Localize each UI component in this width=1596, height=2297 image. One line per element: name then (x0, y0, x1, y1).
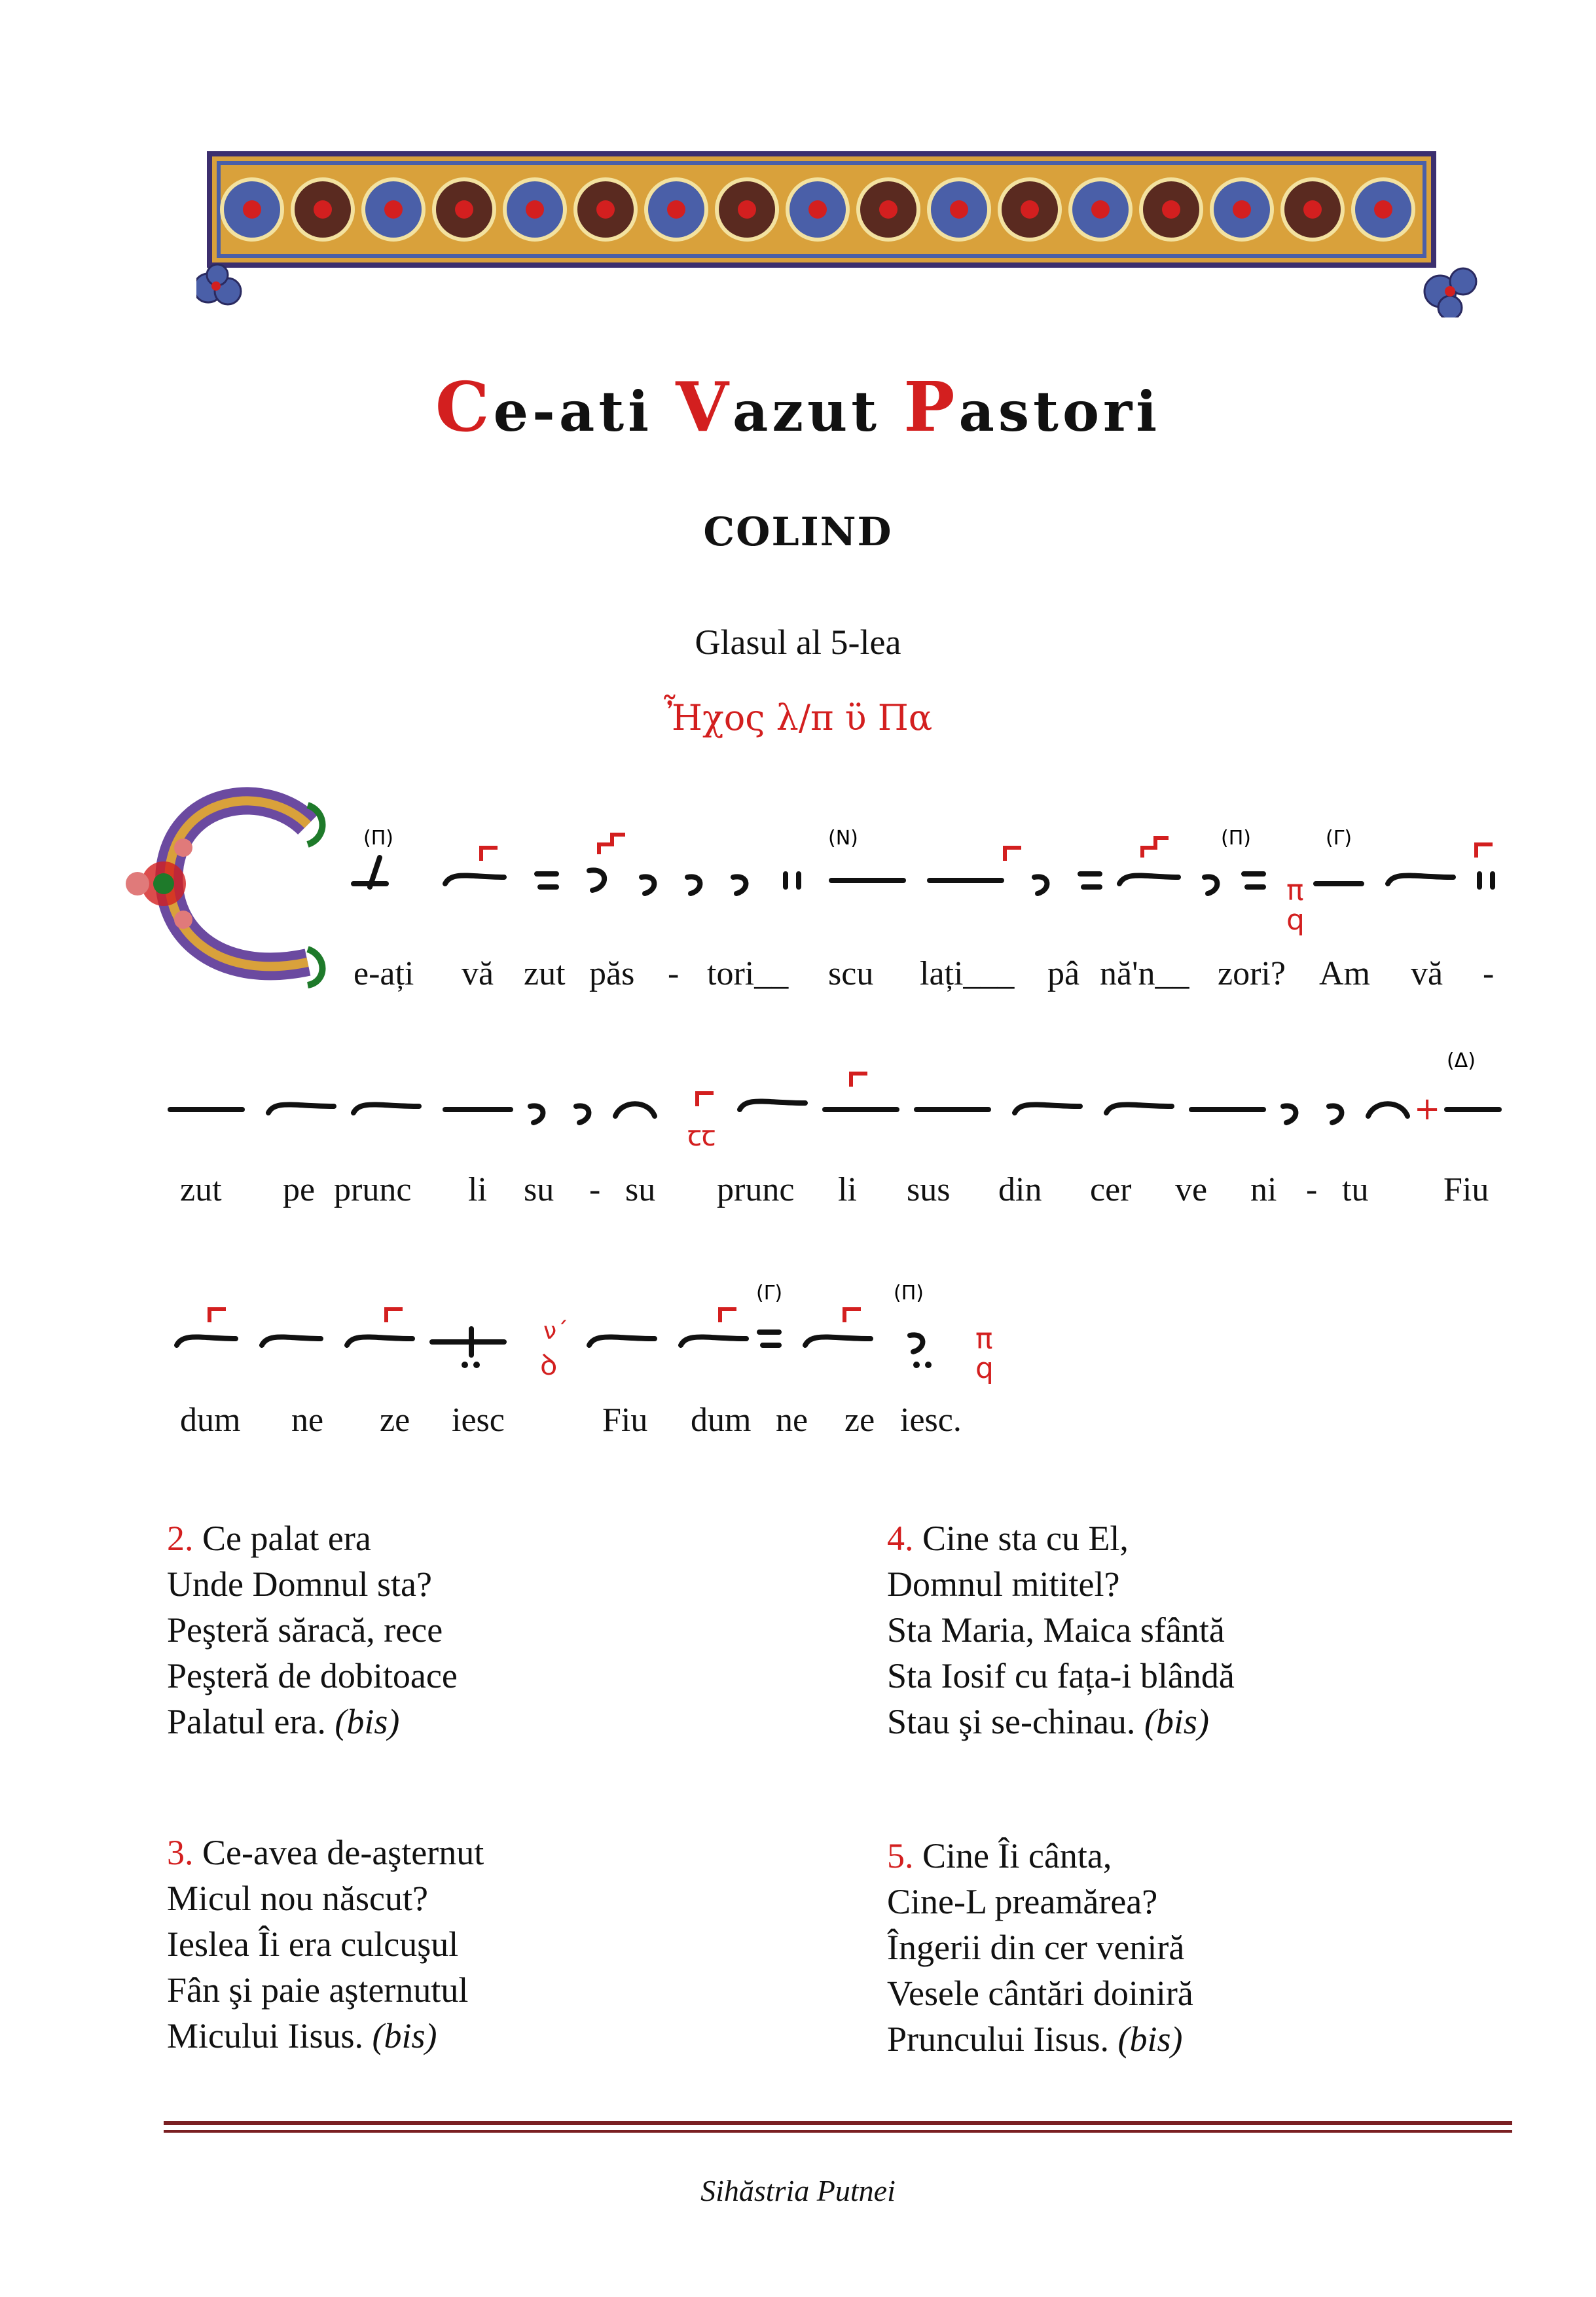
syllable: Fiu (1443, 1171, 1489, 1208)
syllable: su (625, 1171, 656, 1208)
stanza-line: Cine Îi cânta, (922, 1836, 1112, 1875)
paren-mark-6: (Γ) (756, 1283, 783, 1305)
stanza-line: Peşteră de dobitoace (167, 1656, 458, 1695)
syllable: su (524, 1171, 554, 1208)
syllable: tu (1342, 1171, 1369, 1208)
syllable: Fiu (602, 1402, 648, 1439)
stanza-line: Îngerii din cer veniră (887, 1928, 1185, 1967)
stanza-line: Micului Iisus. (167, 2016, 364, 2055)
stanza-line: Cine-L preamărea? (887, 1882, 1158, 1921)
syllable: vă (1411, 955, 1443, 992)
footer-text: Sihăstria Putnei (700, 2174, 896, 2207)
title-initial-p: P (903, 367, 959, 447)
neume-line-1 (340, 825, 1519, 943)
svg-text:+: + (1414, 1091, 1441, 1127)
paren-mark-4: (Γ) (1326, 827, 1352, 850)
stanza-line: Ieslea Îi era culcuşul (167, 1925, 459, 1964)
syllable: ne (291, 1402, 324, 1439)
syllable: pe (283, 1171, 316, 1208)
stanza-line: Vesele cântări doiniră (887, 1974, 1193, 2013)
syllable: Am (1319, 955, 1370, 992)
svg-text:π: π (975, 1322, 993, 1356)
stanza-line: Sta Maria, Maica sfântă (887, 1610, 1225, 1650)
stanza-4 (887, 1515, 1235, 1745)
stanza-number: 2. (167, 1519, 194, 1558)
svg-text:q: q (1286, 903, 1305, 937)
syllable: sus (907, 1171, 951, 1208)
stanza-line: Peşteră săracă, rece (167, 1610, 443, 1650)
syllable: iesc. (900, 1402, 962, 1439)
svg-text:ν΄: ν΄ (543, 1318, 569, 1345)
svg-text:ꝺ: ꝺ (540, 1348, 558, 1382)
syllable: prunc (334, 1171, 412, 1208)
syllable: zut (180, 1171, 222, 1208)
stanza-line: Ce-avea de-aşternut (202, 1833, 484, 1872)
mode-greek-label: Ἦχος λ/π ϋ Πα (663, 697, 933, 738)
syllable: nă'n__ (1100, 955, 1189, 992)
bis-mark: (bis) (1144, 1702, 1209, 1741)
syllable: vă (462, 955, 494, 992)
syllable: iesc (452, 1402, 505, 1439)
bis-mark: (bis) (372, 2016, 437, 2055)
title-part-1: e-ati (493, 379, 676, 444)
stanza-line: Unde Domnul sta? (167, 1564, 432, 1604)
syllable: scu (828, 955, 874, 992)
syllable: dum (691, 1402, 752, 1439)
syllable: ze (844, 1402, 875, 1439)
syllable: lați___ (920, 955, 1015, 992)
syllable: dum (180, 1402, 241, 1439)
stanza-line: Sta Iosif cu fața-i blândă (887, 1656, 1235, 1695)
svg-text:π: π (1286, 874, 1304, 907)
syllable: cer (1090, 1171, 1132, 1208)
neume-line-2 (164, 1047, 1525, 1159)
page-title (0, 367, 1596, 447)
stanza-5 (887, 1833, 1193, 2062)
syllable: prunc (717, 1171, 795, 1208)
paren-mark-1: (Π) (363, 827, 393, 850)
syllable: e-ați (354, 955, 414, 992)
title-initial-c: C (435, 367, 494, 447)
paren-mark-5: (Δ) (1447, 1049, 1476, 1072)
subtitle: COLIND (703, 509, 893, 555)
syllable: zori? (1218, 955, 1286, 992)
syllable: - (1306, 1171, 1318, 1208)
paren-mark-2: (Ν) (828, 827, 858, 850)
lyrics-line-2 (0, 1170, 1596, 1216)
bis-mark: (bis) (1117, 2019, 1183, 2059)
syllable: li (468, 1171, 487, 1208)
syllable: din (998, 1171, 1042, 1208)
paren-mark-3: (Π) (1221, 827, 1251, 850)
syllable: - (589, 1171, 601, 1208)
syllable: păs (589, 955, 635, 992)
syllable: zut (524, 955, 566, 992)
stanza-line: Fân şi paie aşternutul (167, 1970, 469, 2010)
lyrics-line-1 (0, 954, 1596, 1000)
header-ornament (196, 141, 1479, 317)
stanza-line: Palatul era. (167, 1702, 326, 1741)
title-part-2: azut (733, 379, 904, 444)
syllable: - (668, 955, 680, 992)
footer-rule (164, 2130, 1512, 2133)
syllable: tori__ (707, 955, 789, 992)
paren-mark-7: (Π) (894, 1283, 924, 1305)
syllable: ve (1175, 1171, 1208, 1208)
footer-rule (164, 2121, 1512, 2125)
stanza-number: 3. (167, 1833, 194, 1872)
stanza-line: Pruncului Iisus. (887, 2019, 1110, 2059)
stanza-line: Cine sta cu El, (922, 1519, 1129, 1558)
bis-mark: (bis) (335, 1702, 400, 1741)
syllable: ne (776, 1402, 808, 1439)
stanza-number: 4. (887, 1519, 914, 1558)
stanza-line: Ce palat era (202, 1519, 371, 1558)
stanza-2 (167, 1515, 458, 1745)
syllable: ni (1250, 1171, 1277, 1208)
stanza-line: Domnul mititel? (887, 1564, 1120, 1604)
stanza-number: 5. (887, 1836, 914, 1875)
stanza-line: Stau şi se-chinau. (887, 1702, 1136, 1741)
syllable: - (1483, 955, 1495, 992)
svg-text:ꞇꞇ: ꞇꞇ (687, 1119, 716, 1153)
stanza-3 (167, 1830, 484, 2059)
neume-line-3 (164, 1283, 1080, 1394)
syllable: pâ (1047, 955, 1080, 992)
title-initial-v: V (676, 367, 733, 447)
title-part-3: astori (958, 379, 1161, 444)
syllable: li (838, 1171, 857, 1208)
syllable: ze (380, 1402, 410, 1439)
mode-label: Glasul al 5-lea (695, 623, 901, 662)
stanza-line: Micul nou născut? (167, 1879, 428, 1918)
lyrics-line-3 (0, 1401, 1596, 1447)
svg-text:q: q (975, 1352, 994, 1385)
